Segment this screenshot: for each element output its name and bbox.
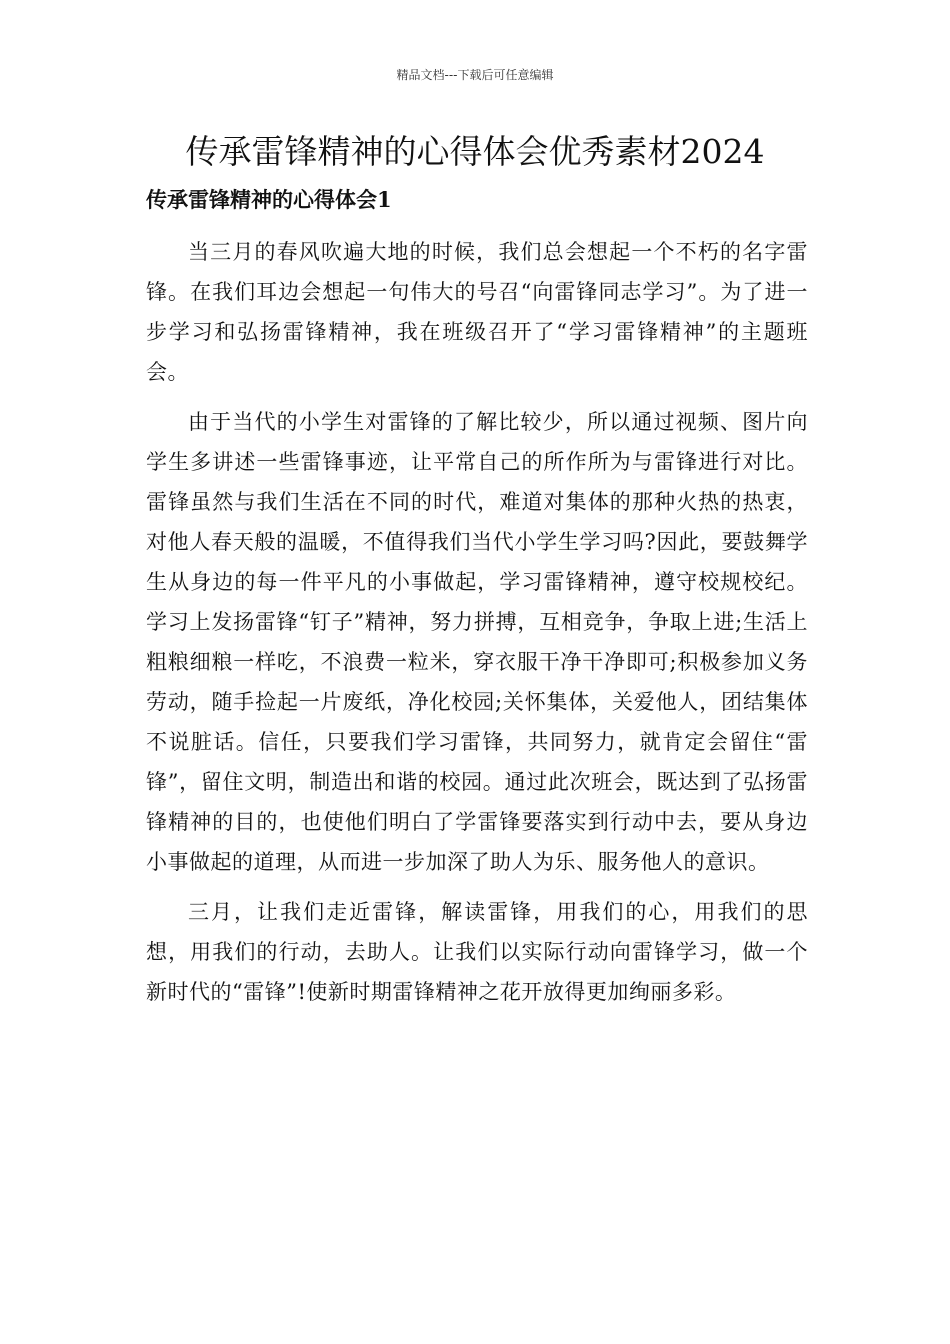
header-note: 精品文档---下载后可任意编辑 — [396, 68, 554, 82]
paragraph-3: 三月，让我们走近雷锋，解读雷锋，用我们的心，用我们的思想，用我们的行动，去助人。让我们以实际行动向雷锋学习，做一个新时代的“雷锋”!使新时期雷锋精神之花开放得更加绚丽多彩。 — [146, 900, 808, 1004]
paragraph-2: 由于当代的小学生对雷锋的了解比较少，所以通过视频、图片向学生多讲述一些雷锋事迹，让平常自己的所作所为与雷锋进行对比。雷锋虽然与我们生活在不同的时代，难道对集体的那种火热的热衷，对他人春天般的温暖，不值得我们当代小学生学习吗?因此，要鼓舞学生从身边的每一件平凡的小事做起，学习雷锋精神，遵守校规校纪。学习上发扬雷锋“钉子”精神，努力拼搏，互相竞争，争取上进;生活上粗粮细粮一样吃，不浪费一粒米，穿衣服干净干净即可;积极参加义务劳动，随手捡起一片废纸，净化校园;关怀集体，关爱他人，团结集体不说脏话。信任，只要我们学习雷锋，共同努力，就肯定会留住“雷锋”，留住文明，制造出和谐的校园。通过此次班会，既达到了弘扬雷锋精神的目的，也使他们明白了学雷锋要落实到行动中去，要从身边小事做起的道理，从而进一步加深了助人为乐、服务他人的意识。 — [146, 410, 808, 874]
paragraph-1: 当三月的春风吹遍大地的时候，我们总会想起一个不朽的名字雷锋。在我们耳边会想起一句伟大的号召“向雷锋同志学习”。为了进一步学习和弘扬雷锋精神，我在班级召开了“学习雷锋精神”的主题班会。 — [146, 240, 808, 384]
document-subtitle: 传承雷锋精神的心得体会1 — [146, 187, 392, 212]
document-title: 传承雷锋精神的心得体会优秀素材2024 — [185, 132, 765, 171]
document-body — [146, 232, 808, 1012]
